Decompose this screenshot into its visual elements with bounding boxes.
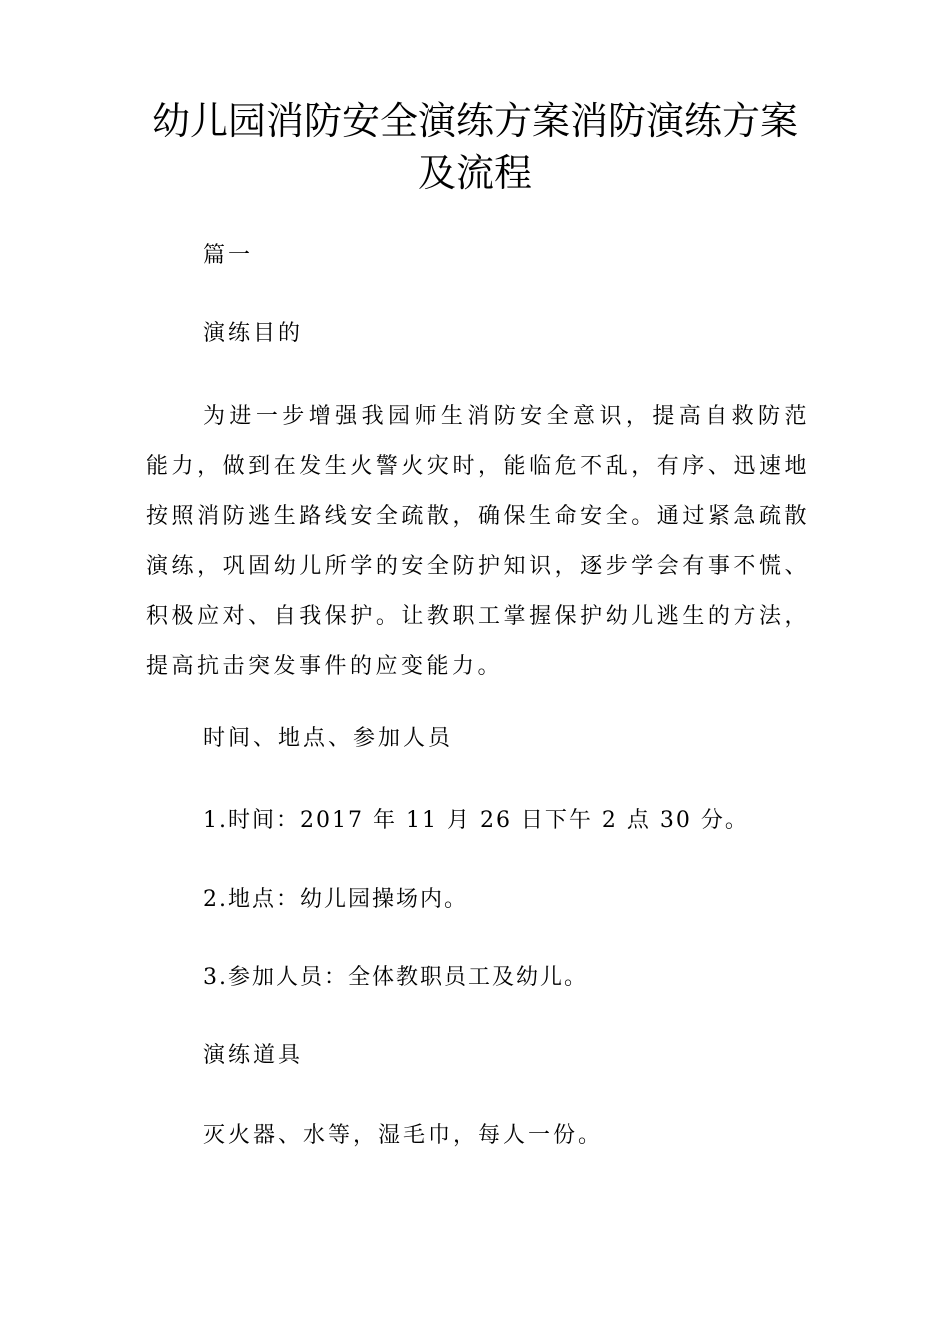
props-text: 灭火器、水等，湿毛巾，每人一份。 <box>203 1123 604 1148</box>
section-label: 篇一 <box>203 243 254 268</box>
time-place-heading: 时间、地点、参加人员 <box>203 726 454 751</box>
purpose-paragraph: 为进一步增强我园师生消防安全意识，提高自救防范能力，做到在发生火警火灾时，能临危不乱，有序、迅速地按照消防逃生路线安全疏散，确保生命安全。通过紧急疏散演练，巩固幼儿所学的安全防护知识，逐步学会有事不慌、积极应对、自我保护。让教职工掌握保护幼儿逃生的方法，提高抗击突发事件的应变能力。 <box>146 404 810 679</box>
list-item-time: 1.时间：2017 年 11 月 26 日下午 2 点 30 分。 <box>203 808 749 833</box>
purpose-heading: 演练目的 <box>203 321 304 346</box>
list-item-participants: 3.参加人员：全体教职员工及幼儿。 <box>203 965 588 990</box>
list-item-place: 2.地点：幼儿园操场内。 <box>203 887 468 912</box>
document-title: 幼儿园消防安全演练方案消防演练方案及流程 <box>151 99 798 195</box>
props-heading: 演练道具 <box>203 1043 304 1068</box>
